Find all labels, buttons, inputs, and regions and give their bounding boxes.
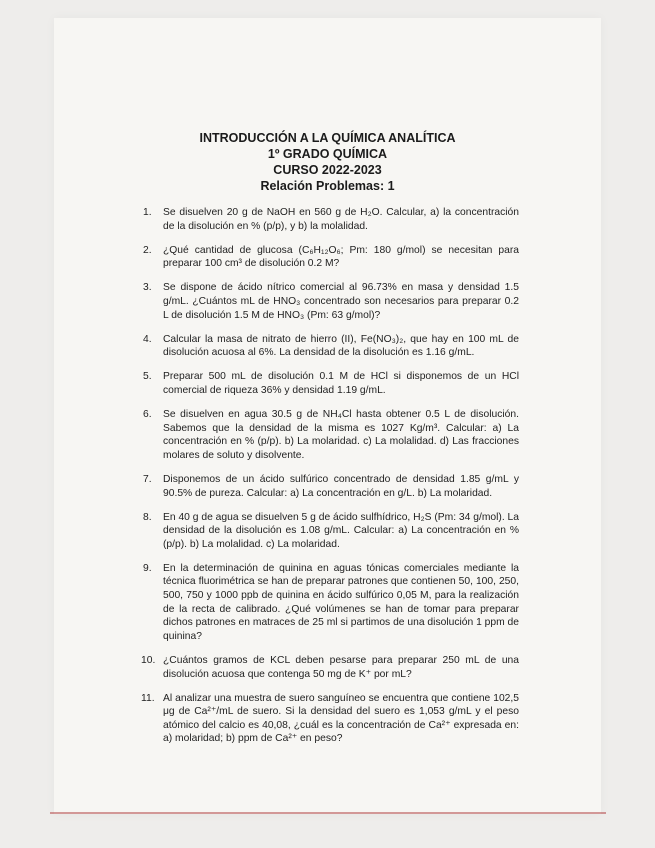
problem-item (143, 370, 519, 397)
problem-text: En la determinación de quinina en aguas tónicas comerciales mediante la técnica fluorimétrica se han de preparar patrones que contienen 50, 100, 250, 500, 750 y 1000 ppb de quinina en ácido sulfúrico 0,05 M, para la realización de la recta de calibrado. ¿Qué volúmenes se han de tomar para preparar dichos patrones en matraces de 25 ml si partimos de una disolución 1 ppm de quinina? (163, 562, 520, 642)
problem-item (143, 281, 519, 322)
problem-text: Se disuelven en agua 30.5 g de NH₄Cl hasta obtener 0.5 L de disolución. Sabemos que la densidad de la misma es 1027 Kg/m³. Calcular: a) La concentración en % (p/p). b) La molaridad. c) La molalidad. d) Las fracciones molares de soluto y disolvente. (163, 409, 519, 461)
problem-text: En 40 g de agua se disuelven 5 g de ácido sulfhídrico, H₂S (Pm: 34 g/mol). La densidad de la disolución es 1.08 g/mL. Calcular: a) La concentración en % (p/p). b) La molalidad. c) La molaridad. (163, 511, 520, 550)
course-title: INTRODUCCIÓN A LA QUÍMICA ANALÍTICA (199, 131, 456, 145)
problem-text: ¿Qué cantidad de glucosa (C₆H₁₂O₆; Pm: 180 g/mol) se necesitan para preparar 100 cm³ de disolución 0.2 M? (163, 244, 519, 270)
academic-year: CURSO 2022-2023 (273, 163, 382, 177)
problem-item (143, 654, 519, 681)
problem-item (143, 511, 519, 552)
problem-number: 9. (143, 562, 152, 574)
problem-number: 1. (143, 207, 152, 218)
problem-number: 3. (143, 282, 152, 294)
problem-item (143, 562, 519, 644)
problem-number: 7. (143, 473, 152, 485)
document-header (0, 130, 655, 194)
problem-number: 4. (143, 333, 152, 345)
problem-number: 8. (143, 511, 152, 523)
problem-number: 5. (143, 371, 152, 383)
problem-text: Al analizar una muestra de suero sanguíneo se encuentra que contiene 102,5 μg de Ca²⁺/mL de suero. Si la densidad del suero es 1,053 g/mL y el peso atómico del calcio es 40,08, ¿cuál es la concentración de Ca²⁺ expresada en: a) molaridad; b) ppm de Ca²⁺ en peso? (163, 692, 519, 745)
problem-item (143, 333, 519, 360)
problem-item (143, 692, 519, 746)
problem-text: Calcular la masa de nitrato de hierro (II), Fe(NO₃)₂, que hay en 100 mL de disolución acuosa al 6%. La densidad de la disolución es 1.16 g/mL. (163, 333, 519, 359)
problem-number: 6. (143, 409, 152, 421)
problem-text: Preparar 500 mL de disolución 0.1 M de HCl si disponemos de un HCl comercial de riqueza 36% y densidad 1.19 g/mL. (163, 371, 519, 396)
page-edge-line (50, 812, 606, 814)
problem-item (143, 408, 519, 462)
degree-title: 1º GRADO QUÍMICA (267, 147, 388, 161)
problem-text: Disponemos de un ácido sulfúrico concentrado de densidad 1.85 g/mL y 90.5% de pureza. Calcular: a) La concentración en g/L. b) La molaridad. (163, 473, 519, 499)
problem-text: Se dispone de ácido nítrico comercial al 96.73% en masa y densidad 1.5 g/mL. ¿Cuántos mL de HNO₃ concentrado son necesarios para preparar 0.2 L de disolución 1.5 M de HNO₃ (Pm: 63 g/mol)? (163, 282, 519, 321)
problem-set-title: Relación Problemas: 1 (260, 179, 395, 193)
problem-number: 11. (141, 692, 155, 704)
problem-number: 10. (141, 654, 156, 666)
problem-item (143, 244, 519, 271)
problem-item (143, 473, 519, 500)
problem-item (143, 206, 519, 233)
problem-list (143, 206, 519, 757)
problem-text: Se disuelven 20 g de NaOH en 560 g de H₂O. Calcular, a) la concentración de la disolución en % (p/p), y b) la molalidad. (163, 207, 519, 232)
problem-number: 2. (143, 244, 152, 256)
problem-text: ¿Cuántos gramos de KCL deben pesarse para preparar 250 mL de una disolución acuosa que contenga 50 mg de K⁺ por mL? (163, 654, 519, 680)
